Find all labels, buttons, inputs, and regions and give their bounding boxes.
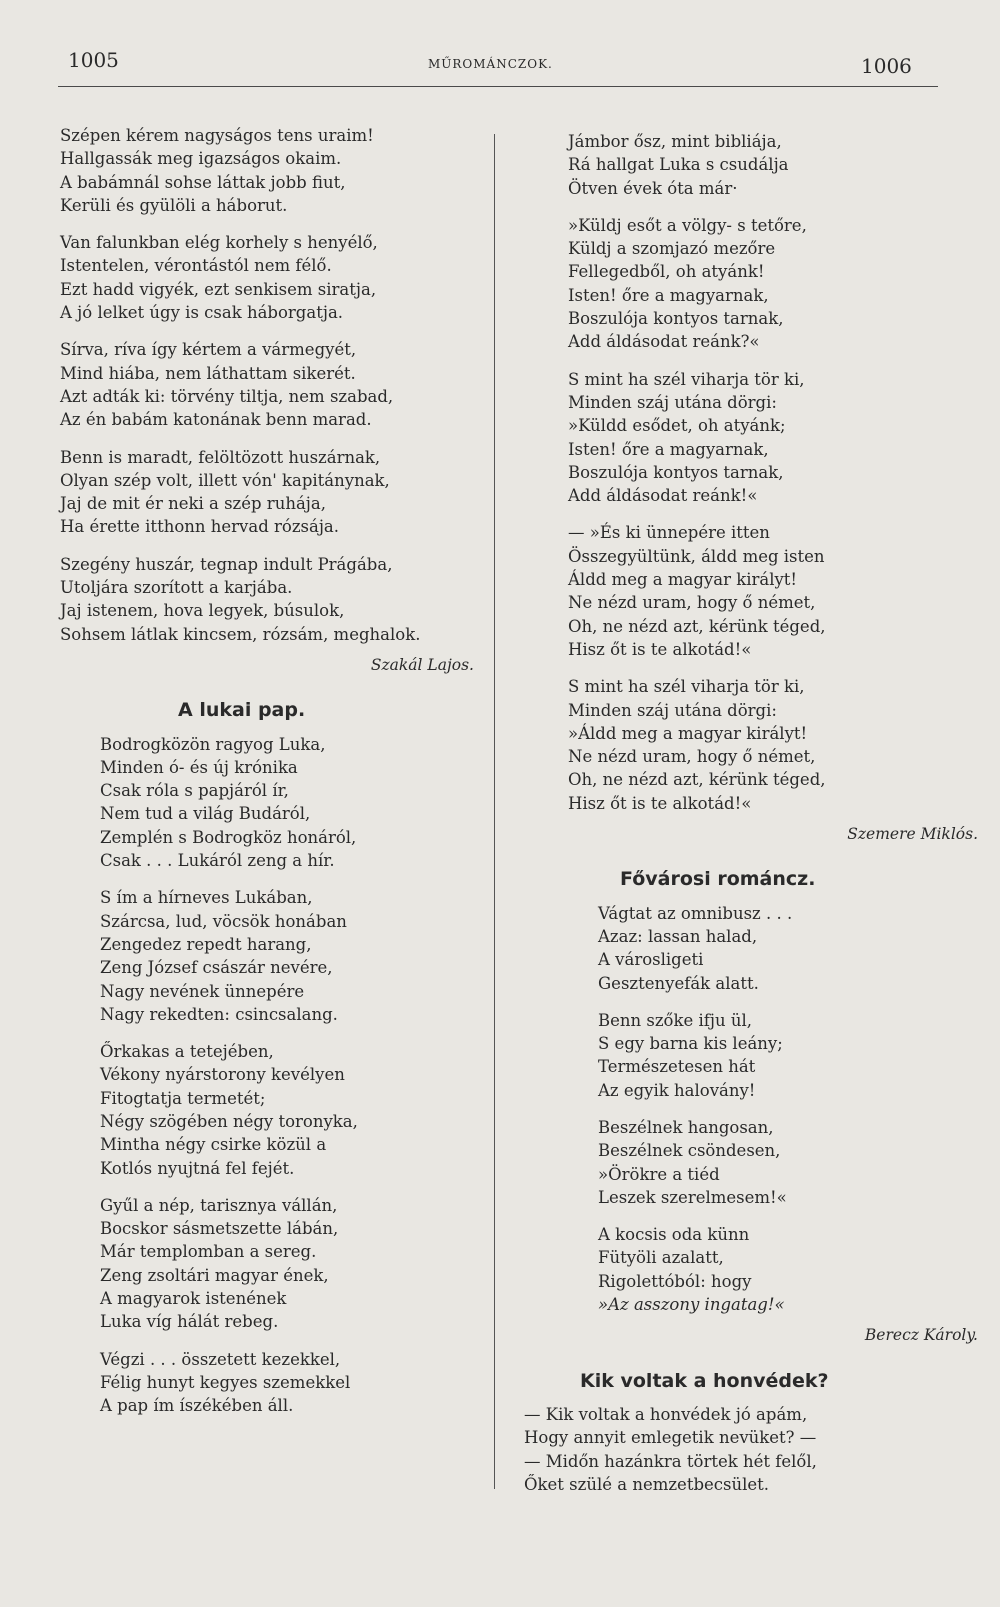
verse-line: Rigolettóból: hogy bbox=[598, 1271, 752, 1291]
verse-line: Négy szögében négy toronyka, bbox=[100, 1111, 358, 1131]
verse-line: Csak róla s papjáról ír, bbox=[100, 781, 289, 801]
poem-1-author: Szakál Lajos. bbox=[370, 655, 474, 674]
verse-line: Azt adták ki: törvény tiltja, nem szabad, bbox=[60, 386, 394, 406]
verse-line: Ötven évek óta már· bbox=[568, 178, 738, 198]
verse-line: Utoljára szorított a karjába. bbox=[60, 578, 293, 598]
stanza bbox=[568, 521, 948, 661]
verse-line: A kocsis oda künn bbox=[598, 1225, 750, 1245]
verse-line: Sírva, ríva így kértem a vármegyét, bbox=[60, 340, 357, 360]
poem-4-title: Kik voltak a honvédek? bbox=[580, 1369, 829, 1392]
stanza bbox=[100, 733, 480, 873]
verse-line: Oh, ne nézd azt, kérünk téged, bbox=[568, 616, 826, 636]
verse-line: A babámnál sohse láttak jobb fiut, bbox=[60, 172, 346, 192]
verse-line: Jaj istenem, hova legyek, búsulok, bbox=[60, 601, 345, 621]
stanza bbox=[60, 446, 480, 539]
verse-line: Van falunkban elég korhely s henyélő, bbox=[60, 233, 378, 253]
verse-line: Az én babám katonának benn marad. bbox=[60, 410, 372, 430]
page-number-right: 1006 bbox=[861, 54, 912, 78]
poem-1 bbox=[60, 124, 480, 646]
stanza bbox=[568, 675, 948, 815]
verse-line: Hisz őt is te alkotád!« bbox=[568, 793, 752, 813]
verse-line: Zeng zsoltári magyar ének, bbox=[100, 1265, 329, 1285]
verse-line: A jó lelket úgy is csak háborgatja. bbox=[60, 303, 344, 323]
verse-line: Beszélnek hangosan, bbox=[598, 1117, 774, 1137]
verse-line: Bodrogközön ragyog Luka, bbox=[100, 734, 326, 754]
verse-line: — »És ki ünnepére itten bbox=[568, 523, 770, 543]
verse-line: Ne nézd uram, hogy ő német, bbox=[568, 593, 816, 613]
verse-line: Gesztenyefák alatt. bbox=[598, 973, 759, 993]
verse-line: Zengedez repedt harang, bbox=[100, 934, 312, 954]
verse-line: Nagy rekedten: csincsalang. bbox=[100, 1004, 338, 1024]
verse-line: Add áldásodat reánk?« bbox=[568, 332, 760, 352]
verse-line: Jámbor ősz, mint bibliája, bbox=[568, 132, 782, 151]
verse-line: Isten! őre a magyarnak, bbox=[568, 439, 769, 459]
verse-line: Ha érette itthonn hervad rózsája. bbox=[60, 517, 340, 537]
verse-line: Azaz: lassan halad, bbox=[598, 926, 758, 946]
verse-line: Kerüli és gyülöli a háborut. bbox=[60, 195, 288, 215]
verse-line: Boszulója kontyos tarnak, bbox=[568, 462, 784, 482]
poem-3 bbox=[568, 902, 948, 1317]
verse-line: Beszélnek csöndesen, bbox=[598, 1141, 781, 1161]
stanza bbox=[60, 231, 480, 324]
verse-line: A magyarok istenének bbox=[100, 1289, 287, 1309]
verse-line: Ezt hadd vigyék, ezt senkisem siratja, bbox=[60, 279, 377, 299]
verse-line: Az egyik halovány! bbox=[598, 1080, 756, 1100]
right-column bbox=[524, 130, 978, 1510]
stanza bbox=[598, 1116, 948, 1209]
verse-line: Zemplén s Bodrogköz honáról, bbox=[100, 827, 357, 847]
verse-line: Minden ó- és új krónika bbox=[100, 757, 298, 777]
verse-line: Minden száj utána dörgi: bbox=[568, 392, 777, 412]
page-header bbox=[0, 48, 1000, 82]
running-title: MŰROMÁNCZOK. bbox=[428, 57, 553, 71]
verse-line: A pap ím íszékében áll. bbox=[100, 1396, 294, 1416]
verse-line: Természetesen hát bbox=[598, 1057, 756, 1077]
verse-line: Add áldásodat reánk!« bbox=[568, 486, 758, 506]
stanza bbox=[598, 1223, 948, 1293]
verse-line: Jaj de mit ér neki a szép ruhája, bbox=[60, 494, 326, 514]
header-rule bbox=[58, 86, 938, 87]
verse-line: Szegény huszár, tegnap indult Prágába, bbox=[60, 554, 393, 574]
verse-line: Végzi . . . összetett kezekkel, bbox=[100, 1349, 341, 1369]
verse-line: Fellegedből, oh atyánk! bbox=[568, 262, 765, 282]
verse-line: Áldd meg a magyar királyt! bbox=[568, 570, 798, 590]
poem-2-continued bbox=[568, 130, 948, 815]
verse-line: Fitogtatja termetét; bbox=[100, 1088, 266, 1108]
verse-line: Hallgassák meg igazságos okaim. bbox=[60, 149, 342, 169]
stanza bbox=[60, 124, 480, 217]
verse-line: S ím a hírneves Lukában, bbox=[100, 888, 313, 908]
verse-line: Benn szőke ifju ül, bbox=[598, 1010, 753, 1030]
stanza bbox=[100, 1348, 480, 1418]
poem-3-stanzas bbox=[598, 902, 948, 1293]
verse-line: — Midőn hazánkra törtek hét felől, bbox=[524, 1451, 817, 1471]
verse-line: S mint ha szél viharja tör ki, bbox=[568, 677, 805, 697]
verse-line: Benn is maradt, felöltözott huszárnak, bbox=[60, 447, 381, 467]
verse-line: Boszulója kontyos tarnak, bbox=[568, 309, 784, 329]
column-divider bbox=[494, 134, 495, 1489]
verse-line: S egy barna kis leány; bbox=[598, 1034, 783, 1054]
verse-line: Kotlós nyujtná fel fejét. bbox=[100, 1158, 295, 1178]
verse-line: Fütyöli azalatt, bbox=[598, 1248, 724, 1268]
poem-2-title: A lukai pap. bbox=[178, 699, 306, 722]
verse-line: A városligeti bbox=[598, 950, 704, 970]
verse-line: Összegyültünk, áldd meg isten bbox=[568, 546, 825, 566]
poem-3-title: Fővárosi románcz. bbox=[620, 868, 816, 891]
verse-line: Szépen kérem nagyságos tens uraim! bbox=[60, 126, 374, 145]
verse-line: Szárcsa, lud, vöcsök honában bbox=[100, 911, 347, 931]
stanza bbox=[598, 1009, 948, 1102]
verse-line: Vékony nyárstorony kevélyen bbox=[100, 1065, 345, 1085]
verse-line: Mind hiába, nem láthattam sikerét. bbox=[60, 363, 356, 383]
verse-line: Már templomban a sereg. bbox=[100, 1242, 317, 1262]
verse-line: Bocskor sásmetszette lábán, bbox=[100, 1219, 339, 1239]
verse-line: Gyűl a nép, tarisznya vállán, bbox=[100, 1195, 338, 1215]
verse-line: — Kik voltak a honvédek jó apám, bbox=[524, 1404, 808, 1424]
stanza bbox=[100, 1194, 480, 1334]
poem-2 bbox=[60, 733, 480, 1418]
verse-line: »Örökre a tiéd bbox=[598, 1164, 720, 1184]
verse-line: Minden száj utána dörgi: bbox=[568, 700, 777, 720]
verse-line: Őket szülé a nemzetbecsület. bbox=[524, 1474, 770, 1494]
verse-line: Sohsem látlak kincsem, rózsám, meghalok. bbox=[60, 624, 421, 644]
verse-line: Mintha négy csirke közül a bbox=[100, 1135, 327, 1155]
verse-line: Luka víg hálát rebeg. bbox=[100, 1312, 279, 1332]
verse-line: Istentelen, vérontástól nem félő. bbox=[60, 256, 332, 276]
stanza bbox=[100, 1040, 480, 1180]
left-column bbox=[60, 124, 480, 1432]
verse-line: Nagy nevének ünnepére bbox=[100, 981, 305, 1001]
poem-4 bbox=[524, 1403, 948, 1496]
verse-line: »Áldd meg a magyar királyt! bbox=[568, 723, 808, 743]
stanza bbox=[568, 130, 948, 200]
stanza bbox=[524, 1403, 948, 1496]
verse-line: Hisz őt is te alkotád!« bbox=[568, 639, 752, 659]
verse-line: Leszek szerelmesem!« bbox=[598, 1187, 787, 1207]
verse-line: Nem tud a világ Budáról, bbox=[100, 804, 311, 824]
verse-line: Vágtat az omnibusz . . . bbox=[598, 903, 793, 923]
poem-3-author: Berecz Károly. bbox=[864, 1326, 978, 1345]
stanza bbox=[598, 902, 948, 995]
verse-line: Olyan szép volt, illett vón' kapitánynak, bbox=[60, 470, 390, 490]
verse-line: »Küldd esődet, oh atyánk; bbox=[568, 416, 786, 436]
page-number-left: 1005 bbox=[68, 48, 119, 72]
verse-line: Félig hunyt kegyes szemekkel bbox=[100, 1372, 351, 1392]
verse-line: S mint ha szél viharja tör ki, bbox=[568, 369, 805, 389]
verse-line: Csak . . . Lukáról zeng a hír. bbox=[100, 851, 335, 871]
stanza bbox=[568, 214, 948, 354]
poem-3-last-line: »Az asszony ingatag!« bbox=[598, 1295, 785, 1315]
verse-line: Rá hallgat Luka s csudálja bbox=[568, 155, 789, 175]
verse-line: Oh, ne nézd azt, kérünk téged, bbox=[568, 770, 826, 790]
verse-line: Ne nézd uram, hogy ő német, bbox=[568, 747, 816, 767]
verse-line: Isten! őre a magyarnak, bbox=[568, 285, 769, 305]
verse-line: Hogy annyit emlegetik nevüket? — bbox=[524, 1428, 817, 1448]
verse-line: Őrkakas a tetejében, bbox=[100, 1042, 274, 1062]
verse-line: Zeng József császár nevére, bbox=[100, 958, 333, 978]
stanza bbox=[568, 368, 948, 508]
poem-2-author: Szemere Miklós. bbox=[847, 825, 978, 844]
stanza bbox=[60, 553, 480, 646]
stanza bbox=[60, 338, 480, 431]
verse-line: »Küldj esőt a völgy- s tetőre, bbox=[568, 215, 807, 235]
stanza bbox=[100, 886, 480, 1026]
verse-line: Küldj a szomjazó mezőre bbox=[568, 239, 776, 259]
